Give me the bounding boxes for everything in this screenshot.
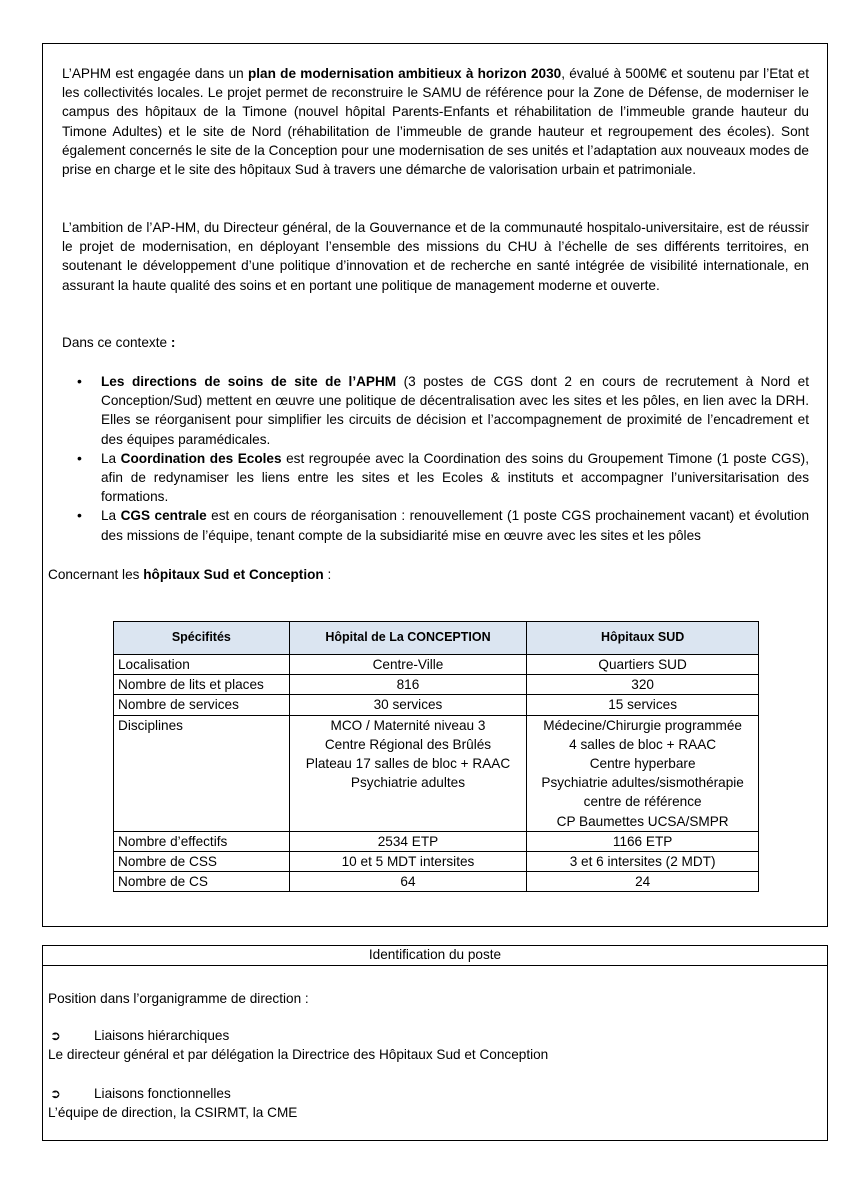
- arrow-icon: ➲: [50, 1086, 61, 1101]
- cell-line: 3 et 6 intersites (2 MDT): [569, 854, 716, 870]
- bullet-item-2: [77, 449, 809, 507]
- table-row: [114, 695, 759, 715]
- bullet-list: [77, 372, 810, 545]
- cell-line: CP Baumettes UCSA/SMPR: [556, 813, 729, 829]
- cell-conception: [289, 831, 527, 851]
- bullet-dot-icon: •: [77, 373, 82, 389]
- cell-line: 4 salles de bloc + RAAC: [569, 736, 717, 752]
- table-row: [114, 831, 759, 851]
- row-label: Disciplines: [114, 715, 290, 831]
- table-row: [114, 675, 759, 695]
- cell-line: 320: [631, 677, 654, 693]
- bullet-dot-icon: •: [77, 449, 82, 466]
- cell-line: Centre hyperbare: [589, 756, 696, 772]
- row-label: Nombre de CS: [114, 872, 290, 892]
- cell-sud: [527, 695, 759, 715]
- bullet-dot-icon: •: [77, 507, 82, 524]
- intro-bold-plan: plan de modernisation ambitieux à horizon 2030: [247, 66, 562, 81]
- cell-line: 64: [400, 874, 416, 890]
- header-specificites: Spécifités: [114, 622, 290, 655]
- cell-line: Psychiatrie adultes: [350, 775, 466, 791]
- cell-sud: [527, 675, 759, 695]
- cell-line: Centre-Ville: [372, 657, 444, 672]
- cell-conception: [289, 852, 527, 872]
- intro-text-a: L’APHM est engagée dans un: [62, 66, 248, 81]
- concernant-line: [48, 565, 331, 584]
- context-line: [62, 333, 809, 352]
- intro-paragraph-2: L’ambition de l’AP-HM, du Directeur général, de la Gouvernance et de la communauté hospitalo-universitaire, est de réussir le projet de modernisation, en déployant l’ensemble des missions du CHU à l’échelle de ses différents territoires, en soutenant le développement d’une politique d’innovation et de recherche en santé intégrée de visibilité internationale, en assurant la haute qualité des soins et en portant une politique de management moderne et ouverte.: [62, 220, 809, 293]
- cell-sud: [527, 872, 759, 892]
- bullet-item-1: [77, 372, 809, 449]
- cell-line: 30 services: [373, 697, 443, 713]
- bullet-bold: Les directions de soins de site de l’APHM: [101, 374, 397, 389]
- intro-paragraph-1: [62, 64, 809, 179]
- hierarchical-label: Liaisons hiérarchiques: [94, 1028, 230, 1043]
- row-label: Nombre de lits et places: [114, 675, 290, 695]
- cell-conception: [289, 872, 527, 892]
- context-colon: :: [170, 335, 176, 350]
- row-label: Nombre de CSS: [114, 852, 290, 872]
- functional-text: L’équipe de direction, la CSIRMT, la CME: [48, 1105, 298, 1120]
- position-line: Position dans l’organigramme de direction :: [48, 991, 309, 1006]
- functional-label: Liaisons fonctionnelles: [94, 1086, 231, 1101]
- bullet-item-3: [77, 506, 810, 544]
- cell-line: 24: [635, 874, 651, 890]
- cell-conception: [289, 715, 527, 831]
- arrow-icon: ➲: [50, 1028, 61, 1043]
- concernant-bold: hôpitaux Sud et Conception: [143, 567, 324, 582]
- concernant-post: :: [323, 567, 332, 582]
- bullet-bold: Coordination des Ecoles: [120, 450, 282, 466]
- cell-line: Plateau 17 salles de bloc + RAAC: [305, 756, 511, 772]
- cell-line: centre de référence: [583, 794, 702, 810]
- identification-title: Identification du poste: [42, 945, 828, 966]
- row-label: Nombre de services: [114, 695, 290, 715]
- cell-sud: [527, 831, 759, 851]
- context-text: Dans ce contexte: [62, 335, 171, 350]
- row-label: Localisation: [114, 655, 290, 675]
- cell-conception: [289, 655, 527, 675]
- cell-line: Quartiers SUD: [598, 657, 687, 672]
- intro-text-b: , évalué à 500M€ et soutenu par l’Etat et les collectivités locales. Le projet permet de reconstruire le SAMU de référence pour la Zone de Défense, de moderniser le campus des hôpitaux de la Timone (nouvel hôpital Parents-Enfants et réhabilitation de l’immeuble grande hauteur du Timone Adultes) et le site de Nord (réhabilitation de l’immeuble de grande hauteur et regroupement des écoles). Sont également concernés le site de la Conception pour une modernisation de ses unités et l’adaptation aux nouveaux modes de prise en charge et le site des hôpitaux Sud à travers une démarche de valorisation urbain et patrimoniale.: [62, 66, 809, 178]
- bullet-text: (3 postes de CGS dont 2 en cours de recrutement à Nord et Conception/Sud) mettent en œuvre une politique de décentralisation avec les sites et les pôles, en lien avec la DRH. Elles se réorganisent pour simplifier les circuits de décision et l’accompagnement de proximité de l’encadrement et des équipes paramédicales.: [101, 374, 809, 447]
- table-row: [114, 655, 759, 675]
- specificities-table: [113, 621, 759, 892]
- cell-line: MCO / Maternité niveau 3: [330, 717, 486, 733]
- concernant-pre: Concernant les: [48, 567, 144, 582]
- cell-line: 2534 ETP: [377, 833, 439, 849]
- cell-line: Centre Régional des Brûlés: [324, 736, 492, 752]
- cell-sud: [527, 655, 759, 675]
- cell-line: 1166 ETP: [612, 833, 673, 849]
- header-conception: Hôpital de La CONCEPTION: [289, 622, 527, 655]
- header-sud: Hôpitaux SUD: [527, 622, 759, 655]
- cell-line: 816: [396, 677, 420, 693]
- hierarchical-text: Le directeur général et par délégation la Directrice des Hôpitaux Sud et Conception: [48, 1047, 549, 1062]
- table-row: [114, 852, 759, 872]
- bullet-bold: CGS centrale: [120, 508, 207, 524]
- cell-line: 15 services: [608, 697, 677, 713]
- table-header-row: [114, 622, 759, 655]
- cell-line: Médecine/Chirurgie programmée: [543, 717, 742, 733]
- row-label: Nombre d’effectifs: [114, 831, 290, 851]
- cell-line: Psychiatrie adultes/sismothérapie: [541, 775, 744, 791]
- cell-conception: [289, 695, 527, 715]
- cell-sud: [527, 715, 759, 831]
- bullet-pre: La: [101, 508, 121, 524]
- cell-sud: [527, 852, 759, 872]
- cell-line: 10 et 5 MDT intersites: [341, 854, 475, 870]
- bullet-text: est en cours de réorganisation : renouvellement (1 poste CGS prochainement vacant) et évolution des missions de l’équipe, tenant compte de la subsidiarité mise en œuvre avec les sites et les pôles: [101, 508, 810, 543]
- bullet-pre: La: [101, 450, 121, 466]
- cell-conception: [289, 675, 527, 695]
- bullet-text: est regroupée avec la Coordination des soins du Groupement Timone (1 poste CGS), afin de redynamiser les liens entre les sites et les Ecoles & instituts et accompagner l’universitarisation des formations.: [101, 450, 809, 505]
- table-row: [114, 872, 759, 892]
- table-row: [114, 715, 759, 831]
